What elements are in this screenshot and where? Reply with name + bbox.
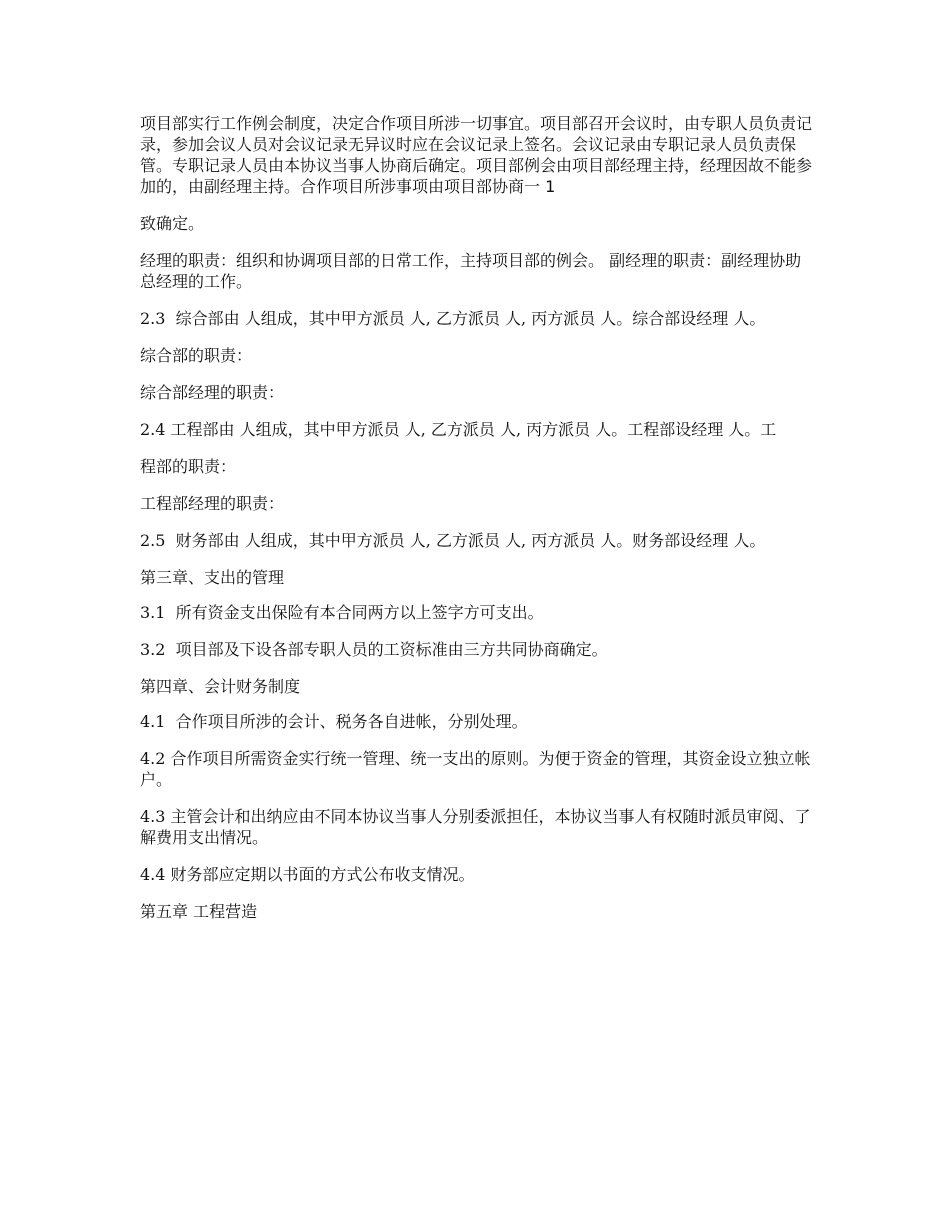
paragraph-general-dept-duties: 综合部的职责： <box>140 346 253 365</box>
chapter-5-heading: 第五章 工程营造 <box>140 902 258 921</box>
paragraph-2-4: 2.4 工程部由 人组成，其中甲方派员 人, 乙方派员 人, 丙方派员 人。工程部设经理 人。工 <box>140 420 777 439</box>
paragraph-4-4: 4.4 财务部应定期以书面的方式公布收支情况。 <box>140 865 475 884</box>
paragraph-3-2: 3.2 项目部及下设各部专职人员的工资标准由三方共同协商确定。 <box>140 640 608 659</box>
paragraph-manager-duties: 经理的职责：组织和协调项目部的日常工作，主持项目部的例会。 副经理的职责：副经理协助总经理的工作。 <box>140 251 802 291</box>
paragraph-general-dept-manager-duties: 综合部经理的职责： <box>140 383 285 402</box>
paragraph-2-3: 2.3 综合部由 人组成，其中甲方派员 人, 乙方派员 人, 丙方派员 人。综合部设经理 人。 <box>140 309 766 328</box>
paragraph-engineering-dept-duties: 程部的职责： <box>140 457 237 476</box>
document-body <box>140 113 815 922</box>
paragraph-confirmation: 致确定。 <box>140 214 205 233</box>
paragraph-project-meeting-rules: 项目部实行工作例会制度，决定合作项目所涉一切事宜。项目部召开会议时，由专职人员负责记录，参加会议人员对会议记录无异议时应在会议记录上签名。会议记录由专职记录人员负责保管。专职记录人员由本协议当事人协商后确定。项目部例会由项目部经理主持，经理因故不能参加的，由副经理主持。合作项目所涉事项由项目部协商一 1 <box>140 114 813 196</box>
chapter-4-heading: 第四章、会计财务制度 <box>140 677 301 696</box>
paragraph-2-5: 2.5 财务部由 人组成，其中甲方派员 人, 乙方派员 人, 丙方派员 人。财务部设经理 人。 <box>140 531 766 550</box>
paragraph-4-2: 4.2 合作项目所需资金实行统一管理、统一支出的原则。为便于资金的管理，其资金设立独立帐户。 <box>140 749 811 789</box>
paragraph-4-3: 4.3 主管会计和出纳应由不同本协议当事人分别委派担任，本协议当事人有权随时派员审阅、了解费用支出情况。 <box>140 807 811 847</box>
paragraph-3-1: 3.1 所有资金支出保险有本合同两方以上签字方可支出。 <box>140 603 544 622</box>
chapter-3-heading: 第三章、支出的管理 <box>140 568 285 587</box>
paragraph-engineering-dept-manager-duties: 工程部经理的职责： <box>140 494 285 513</box>
paragraph-4-1: 4.1 合作项目所涉的会计、税务各自进帐，分别处理。 <box>140 712 528 731</box>
